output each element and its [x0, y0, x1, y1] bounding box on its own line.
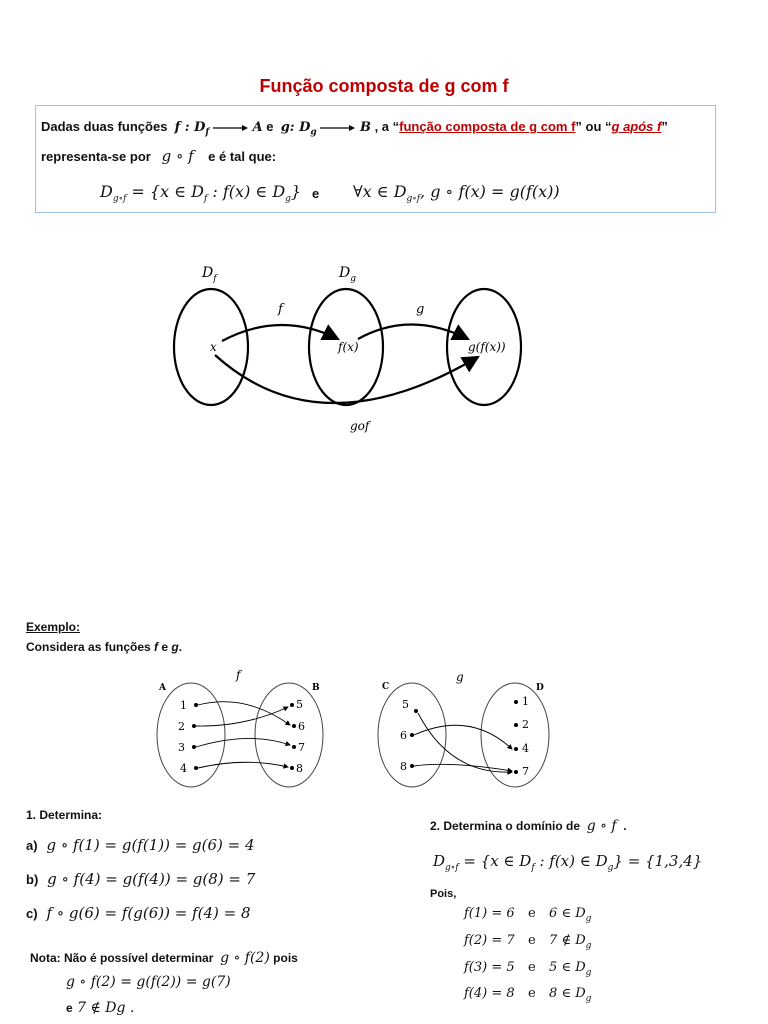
set-b-item: 8: [296, 762, 303, 775]
definition-line-1: [41, 119, 668, 138]
set-c-item: 5: [402, 698, 409, 711]
df-label: $D_f$: [202, 265, 217, 284]
set-d-item: 1: [522, 695, 529, 708]
gof-label: gof: [350, 419, 370, 433]
gof-arrow: [215, 355, 478, 403]
set-c-item: 8: [400, 760, 407, 773]
set-d-item: 7: [522, 765, 529, 778]
g-arrow: [358, 325, 468, 340]
set-a-label: A: [159, 683, 166, 693]
such-that-text: e é tal que:: [208, 149, 277, 164]
f-label: f: [278, 302, 283, 317]
f-arrow-3-7: [196, 738, 290, 747]
set-d-item: 2: [522, 718, 529, 731]
dg-label: $D_g$: [339, 265, 356, 284]
question-1c: c) f ∘ g(6) = f(g(6)) = f(4) = 8: [26, 904, 251, 922]
set-a-item: 3: [178, 741, 185, 754]
set-b-item: 5: [296, 698, 303, 711]
g-signature: g: $D_g$: [280, 120, 317, 138]
question-2-heading: 2. Determina o domínio de g ∘ f .: [430, 818, 627, 834]
gfx-label: g(f(x)): [468, 340, 506, 354]
f-map-label: f: [236, 668, 241, 682]
g-arrow-5-7: [418, 713, 512, 772]
page-title: Função composta de g com f: [259, 76, 509, 96]
g-arrow-6-4: [414, 725, 512, 749]
represent-text: representa-se por: [41, 149, 151, 164]
g-map-label: g: [456, 670, 464, 684]
arrow-icon: [213, 124, 249, 132]
domain-formula: $D_{g\circ f} = \{x$ ∈ $D_f$ : f(x) ∈ $D_g$}: [100, 182, 302, 205]
set-c-label: C: [382, 682, 390, 692]
definition-box: [35, 105, 716, 213]
definition-or: ” ou “: [575, 119, 612, 134]
example-heading: Exemplo:: [26, 620, 81, 634]
definition-line-2: [41, 147, 276, 165]
g-arrow-8-7: [414, 764, 512, 771]
set-b-item: 6: [298, 720, 305, 733]
definition-comma: , a “: [374, 119, 400, 134]
question-1b: b) g ∘ f(4) = g(f(4)) = g(8) = 7: [26, 870, 256, 888]
close-quote: ”: [661, 119, 668, 134]
set-b-ellipse: [255, 683, 323, 787]
f-signature: f : $D_f$: [174, 120, 210, 138]
forall-formula: ∀x ∈ $D_{g\circ f}$, g ∘ f(x) = g(f(x)): [353, 182, 560, 205]
composite-name: função composta de g com f: [399, 119, 576, 134]
pois-line: f(3) = 5 e 5 ∈ $D_g$: [464, 960, 592, 979]
x-label: x: [210, 340, 217, 354]
set-a-item: 4: [180, 762, 187, 775]
set-b-label: B: [312, 683, 320, 693]
arrow-icon: [320, 124, 356, 132]
set-c-item: 6: [400, 729, 407, 742]
conjunction-e: e: [266, 119, 274, 134]
f-arrow: [222, 325, 338, 341]
set-a: A: [252, 120, 263, 135]
set-a-item: 2: [178, 720, 185, 733]
pois-label: Pois,: [430, 888, 457, 900]
question-1-heading: 1. Determina:: [26, 808, 103, 822]
set-b-item: 7: [298, 741, 305, 754]
after-name: g após f: [611, 119, 662, 134]
question-1a: a) g ∘ f(1) = g(f(1)) = g(6) = 4: [26, 836, 255, 854]
note-line-2: g ∘ f(2) = g(f(2)) = g(7): [66, 974, 231, 990]
set-a-item: 1: [180, 699, 187, 712]
example-mapping-diagram: [150, 665, 570, 795]
gof-expression: g ∘ f: [161, 147, 194, 165]
set-a-ellipse: [157, 683, 225, 787]
set-d-item: 4: [522, 742, 529, 755]
example-text: Considera as funções f e g.: [26, 640, 183, 654]
definition-intro: Dadas duas funções: [41, 119, 168, 134]
note-line-3: e 7 ∉ Dg .: [66, 1000, 135, 1016]
note-line-1: Nota: Não é possível determinar g ∘ f(2) pois: [30, 950, 298, 966]
pois-line: f(1) = 6 e 6 ∈ $D_g$: [464, 906, 592, 925]
set-d-label: D: [536, 683, 544, 693]
set-b: B: [359, 120, 371, 135]
question-2-domain: $D_{g\circ f} = \{x$ ∈ $D_f$ : f(x) ∈ $D_g\} = \{1,3,4\}$: [433, 852, 703, 873]
conjunction-e: e: [312, 186, 320, 201]
f-arrow-4-8: [198, 762, 288, 768]
pois-line: f(4) = 8 e 8 ∈ $D_g$: [464, 986, 592, 1005]
composition-diagram: [160, 255, 540, 440]
pois-line: f(2) = 7 e 7 ∉ $D_g$: [464, 933, 592, 952]
f-arrow-2-5: [196, 707, 288, 726]
g-label: g: [416, 302, 425, 317]
fx-label: f(x): [338, 340, 359, 354]
